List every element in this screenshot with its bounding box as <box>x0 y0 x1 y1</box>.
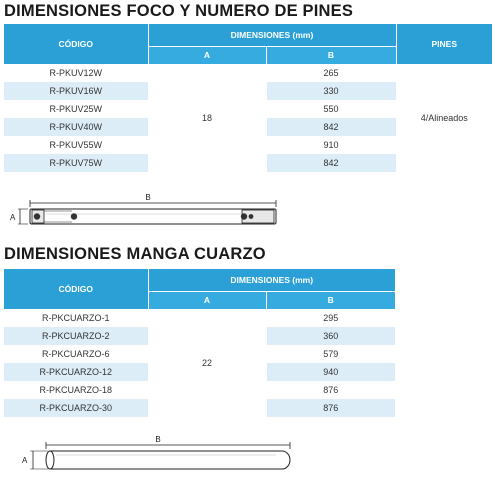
foco-header-codigo: CÓDIGO <box>4 24 148 64</box>
codigo-cell: R-PKCUARZO-6 <box>4 345 148 363</box>
codigo-cell: R-PKUV25W <box>4 100 148 118</box>
manga-dimensions-table <box>4 269 395 417</box>
sleeve-b-dimension-label: B <box>155 435 161 444</box>
b-cell: 842 <box>266 118 396 136</box>
manga-header-codigo: CÓDIGO <box>4 269 148 309</box>
sleeve-a-dimension-label: A <box>22 456 28 465</box>
manga-header-dimensiones: DIMENSIONES (mm) <box>148 269 395 291</box>
b-cell: 360 <box>266 327 395 345</box>
table-row <box>4 64 492 82</box>
codigo-cell: R-PKCUARZO-30 <box>4 399 148 417</box>
codigo-cell: R-PKCUARZO-18 <box>4 381 148 399</box>
b-cell: 876 <box>266 399 395 417</box>
table-row <box>4 309 395 327</box>
manga-header-b: B <box>266 291 395 309</box>
manga-a-value: 22 <box>148 309 266 417</box>
manga-section-title: DIMENSIONES MANGA CUARZO <box>4 245 266 263</box>
codigo-cell: R-PKCUARZO-1 <box>4 309 148 327</box>
foco-pines-value: 4/Alineados <box>396 64 492 172</box>
foco-header-b: B <box>266 46 396 64</box>
codigo-cell: R-PKUV16W <box>4 82 148 100</box>
a-dimension-label: A <box>10 213 16 222</box>
codigo-cell: R-PKUV75W <box>4 154 148 172</box>
sleeve-tube <box>50 451 290 469</box>
manga-header-a: A <box>148 291 266 309</box>
b-cell: 265 <box>266 64 396 82</box>
lamp-diagram <box>8 190 280 232</box>
foco-header-dimensiones: DIMENSIONES (mm) <box>148 24 396 46</box>
b-cell: 550 <box>266 100 396 118</box>
codigo-cell: R-PKUV55W <box>4 136 148 154</box>
codigo-cell: R-PKCUARZO-2 <box>4 327 148 345</box>
sleeve-diagram <box>20 434 294 474</box>
foco-a-value: 18 <box>148 64 266 172</box>
codigo-cell: R-PKUV40W <box>4 118 148 136</box>
b-cell: 910 <box>266 136 396 154</box>
foco-header-a: A <box>148 46 266 64</box>
foco-header-pines: PINES <box>396 24 492 64</box>
b-dimension-label: B <box>145 193 151 202</box>
b-cell: 876 <box>266 381 395 399</box>
sleeve-open-end <box>46 451 54 469</box>
b-cell: 330 <box>266 82 396 100</box>
b-cell: 295 <box>266 309 395 327</box>
b-cell: 842 <box>266 154 396 172</box>
foco-section-title: DIMENSIONES FOCO Y NUMERO DE PINES <box>4 2 354 20</box>
b-cell: 940 <box>266 363 395 381</box>
foco-dimensions-table <box>4 24 492 172</box>
codigo-cell: R-PKCUARZO-12 <box>4 363 148 381</box>
b-cell: 579 <box>266 345 395 363</box>
codigo-cell: R-PKUV12W <box>4 64 148 82</box>
